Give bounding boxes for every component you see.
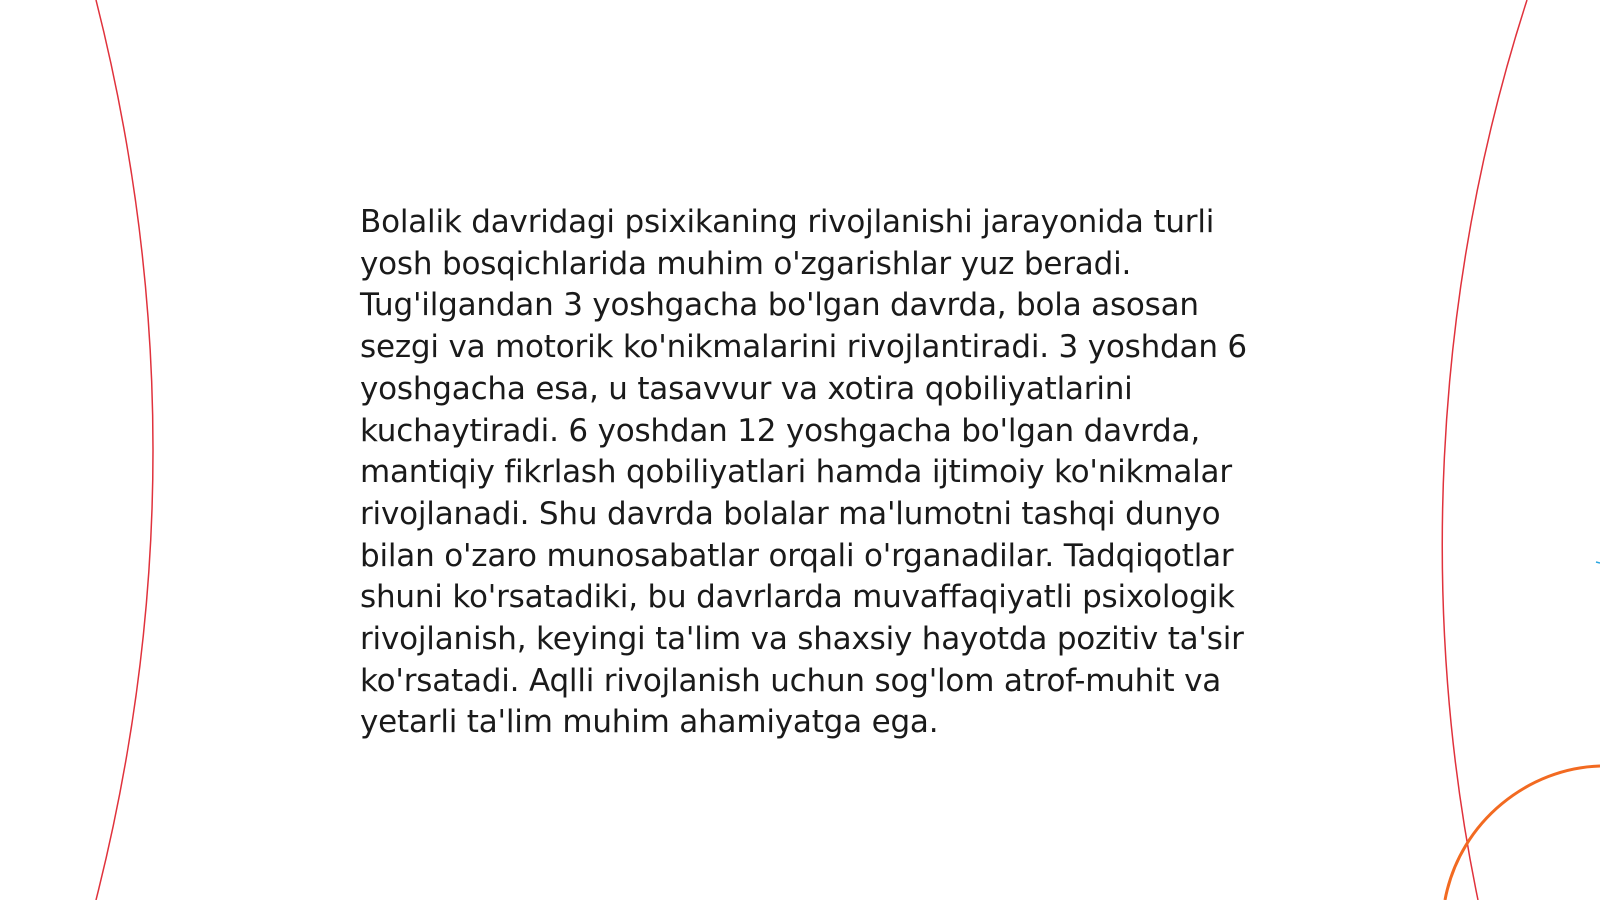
left-arc <box>96 0 153 900</box>
body-paragraph: Bolalik davridagi psixikaning rivojlanishi jarayonida turli yosh bosqichlarida muhim o'zgarishlar yuz beradi. Tug'ilgandan 3 yoshgacha bo'lgan davrda, bola asosan sezgi va motorik ko'nikmalarini rivojlantiradi. 3 yoshdan 6 yoshgacha esa, u tasavvur va xotira qobiliyatlarini kuchaytiradi. 6 yoshdan 12 yoshgacha bo'lgan davrda, mantiqiy fikrlash qobiliyatlari hamda ijtimoiy ko'nikmalar rivojlanadi. Shu davrda bolalar ma'lumotni tashqi dunyo bilan o'zaro munosabatlar orqali o'rganadilar. Tadqiqotlar shuni ko'rsatadiki, bu davrlarda muvaffaqiyatli psixologik rivojlanish, keyingi ta'lim va shaxsiy hayotda pozitiv ta'sir ko'rsatadi. Aqlli rivojlanish uchun sog'lom atrof-muhit va yetarli ta'lim muhim ahamiyatga ega. <box>360 204 1247 741</box>
orange-arc <box>1445 766 1600 900</box>
blue-accent-mark <box>1596 562 1600 563</box>
right-arc <box>1442 0 1527 900</box>
